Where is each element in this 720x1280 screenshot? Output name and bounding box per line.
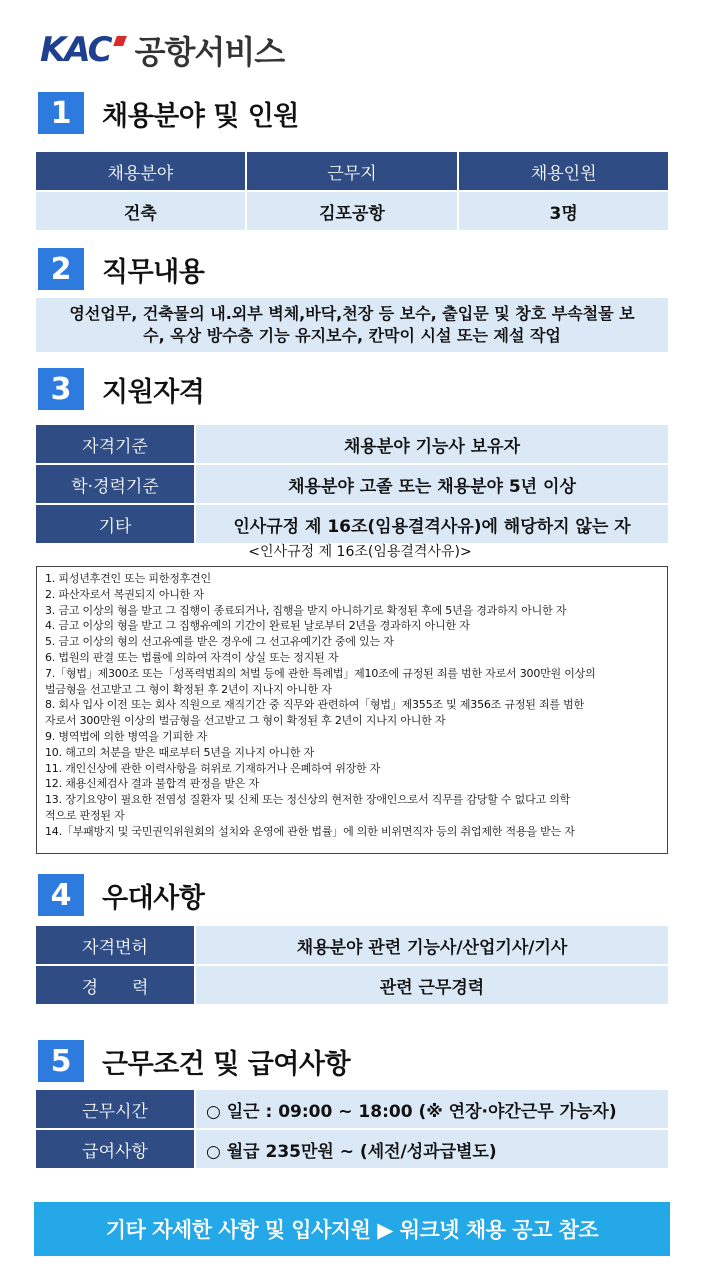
list-item: 7.「형법」제300조 또는「성폭력범죄의 처벌 등에 관한 특례법」제10조에 규정된 죄를 범한 자로서 300만원 이상의 [45,666,596,680]
row-label: 자격면허 [36,926,195,965]
logo-name: 공항서비스 [134,33,285,71]
row-label: 근무시간 [36,1090,195,1129]
list-item: 자로서 300만원 이상의 벌금형을 선고받고 그 형이 확정된 후 2년이 지나지 아니한 자 [45,714,446,728]
section-title: 지원자격 [102,376,205,408]
list-item: 3. 금고 이상의 형을 받고 그 집행이 종료되거나, 집행을 받지 아니하기로 확정된 후에 5년을 경과하지 아니한 자 [45,603,567,617]
list-item: 12. 채용신체검사 결과 불합격 판정을 받은 자 [45,777,259,791]
duty-line: 영선업무, 건축물의 내.외부 벽체,바닥,천장 등 보수, 출입문 및 창호 부속철물 보 [69,304,635,323]
table-row [36,464,668,504]
list-item: 벌금형을 선고받고 그 형이 확정된 후 2년이 지나지 아니한 자 [45,682,332,696]
recruit-table [36,152,668,230]
table-row [36,965,668,1005]
conditions-table [36,1090,668,1170]
row-value: 채용분야 기능사 보유자 [195,425,668,464]
table-row [36,504,668,544]
company-logo [40,30,284,70]
table-row [36,1090,668,1129]
section-2-heading [38,248,204,290]
table-cell: 3명 [458,191,668,230]
table-header-row [36,152,668,191]
section-title: 우대사항 [102,882,205,914]
table-header-cell: 근무지 [246,152,459,191]
row-value: 채용분야 관련 기능사/산업기사/기사 [195,926,668,965]
qualification-table [36,425,668,545]
section-1-heading [38,92,299,134]
section-5-heading [38,1040,350,1082]
row-value: 관련 근무경력 [195,965,668,1005]
worknet-apply-banner[interactable]: 기타 자세한 사항 및 입사지원 ▶ 워크넷 채용 공고 참조 [34,1202,670,1256]
section-number: 5 [38,1040,84,1082]
regulation-list [36,566,668,854]
list-item: 10. 해고의 처분을 받은 때로부터 5년을 지나지 아니한 자 [45,745,315,759]
list-item: 2. 파산자로서 복권되지 아니한 자 [45,587,204,601]
row-value: 채용분야 고졸 또는 채용분야 5년 이상 [195,464,668,504]
table-row [36,926,668,965]
row-label: 경 력 [36,965,195,1005]
section-number: 1 [38,92,84,134]
section-3-heading [38,368,204,410]
section-title: 채용분야 및 인원 [102,100,299,132]
row-label: 학·경력기준 [36,464,195,504]
list-item: 14.「부패방지 및 국민권익위원회의 설치와 운영에 관한 법률」에 의한 비위면직자 등의 취업제한 적용을 받는 자 [45,824,575,838]
row-value: 인사규정 제 16조(임용결격사유)에 해당하지 않는 자 [195,504,668,544]
table-cell: 건축 [36,191,246,230]
table-cell: 김포공항 [246,191,459,230]
table-row [36,191,668,230]
table-row [36,1129,668,1169]
list-item: 9. 병역법에 의한 병역을 기피한 자 [45,729,208,743]
list-item: 13. 장기요양이 필요한 전염성 질환자 및 신체 또는 정신상의 현저한 장애인으로서 직무를 감당할 수 없다고 의학 [45,793,571,807]
duty-line: 수, 옥상 방수층 기능 유지보수, 칸막이 시설 또는 제설 작업 [143,326,561,345]
list-item: 6. 법원의 판결 또는 법률에 의하여 자격이 상실 또는 정지된 자 [45,650,339,664]
section-title: 근무조건 및 급여사항 [102,1048,351,1080]
row-value: ○ 월급 235만원 ~ (세전/성과급별도) [195,1129,668,1169]
regulation-title: <인사규정 제 16조(임용결격사유)> [248,544,472,560]
table-header-cell: 채용분야 [36,152,246,191]
section-title: 직무내용 [102,256,205,288]
row-label: 자격기준 [36,425,195,464]
duty-description [36,298,668,352]
section-number: 4 [38,874,84,916]
section-number: 3 [38,368,84,410]
list-item: 11. 개인신상에 관한 이력사항을 허위로 기재하거나 은폐하여 위장한 자 [45,761,381,775]
table-header-cell: 채용인원 [458,152,668,191]
list-item: 8. 회사 입사 이전 또는 회사 직원으로 재직기간 중 직무와 관련하여「형법」제355조 및 제356조 규정된 죄를 범한 [45,698,584,712]
logo-swoosh-icon [113,36,127,46]
logo-mark [40,30,125,70]
list-item: 4. 금고 이상의 형을 받고 그 집행유예의 기간이 완료된 날로부터 2년을 경과하지 아니한 자 [45,619,470,633]
section-4-heading [38,874,204,916]
list-item: 5. 금고 이상의 형의 선고유예를 받은 경우에 그 선고유예기간 중에 있는 자 [45,635,394,649]
section-number: 2 [38,248,84,290]
list-item: 1. 피성년후견인 또는 피한정후견인 [45,572,211,585]
preference-table [36,926,668,1006]
list-item: 적으로 판정된 자 [45,808,125,822]
row-label: 기타 [36,504,195,544]
row-label: 급여사항 [36,1129,195,1169]
logo-brand: KAC [40,30,111,70]
table-row [36,425,668,464]
row-value: ○ 일근 : 09:00 ~ 18:00 (※ 연장·야간근무 가능자) [195,1090,668,1129]
